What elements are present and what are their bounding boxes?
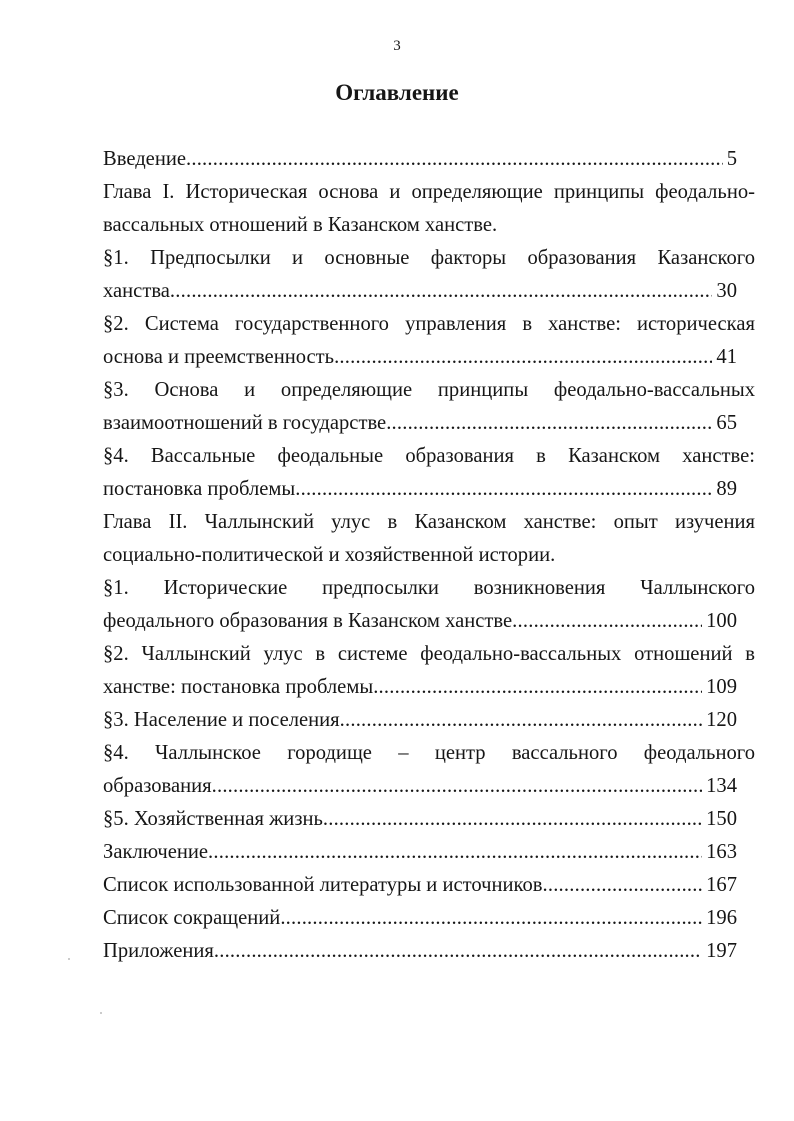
- toc-entry-page: 134: [706, 775, 737, 797]
- toc-entry-title: Введение: [103, 148, 187, 170]
- toc-chapter-2-line1[interactable]: Глава II. Чаллынский улус в Казанском ханстве: опыт изучения: [103, 511, 755, 533]
- toc-section-1-2-line2[interactable]: [103, 341, 737, 374]
- toc-chapter-2-line2[interactable]: [103, 539, 755, 572]
- dot-leader: [334, 341, 712, 374]
- toc-chapter-1-line1[interactable]: Глава I. Историческая основа и определяющие принципы феодально-: [103, 181, 755, 203]
- toc-entry-page: 197: [706, 940, 737, 962]
- dot-leader: [543, 869, 703, 902]
- dot-leader: [280, 902, 702, 935]
- dot-leader: [186, 143, 723, 176]
- toc-section-1-3-line1[interactable]: §3. Основа и определяющие принципы феодально-вассальных: [103, 379, 755, 401]
- toc-entry-title: основа и преемственность: [103, 346, 335, 368]
- toc-entry-title: постановка проблемы: [103, 478, 296, 500]
- toc-chapter-1-line2[interactable]: [103, 209, 755, 242]
- toc-entry-title: Приложения: [103, 940, 214, 962]
- scan-speck: [68, 958, 70, 960]
- dot-leader: [295, 473, 712, 506]
- toc-entry-title: Список сокращений: [103, 907, 281, 929]
- toc-entry-page: 41: [716, 346, 737, 368]
- table-of-contents: [103, 143, 755, 968]
- toc-entry-title: Заключение: [103, 841, 209, 863]
- toc-entry-title: вассальных отношений в Казанском ханстве.: [103, 214, 498, 236]
- toc-section-2-4-line2[interactable]: [103, 770, 737, 803]
- toc-section-2-1-line1[interactable]: §1. Исторические предпосылки возникновения Чаллынского: [103, 577, 755, 599]
- toc-entry-page: 65: [716, 412, 737, 434]
- toc-section-2-2-line1[interactable]: §2. Чаллынский улус в системе феодально-вассальных отношений в: [103, 643, 755, 665]
- toc-section-1-2-line1[interactable]: §2. Система государственного управления в ханстве: историческая: [103, 313, 755, 335]
- toc-entry-bibliography[interactable]: [103, 869, 737, 902]
- toc-entry-page: 163: [706, 841, 737, 863]
- page-number: 3: [393, 38, 401, 54]
- toc-entry-page: 30: [716, 280, 737, 302]
- toc-entry-introduction[interactable]: [103, 143, 737, 176]
- page-title: Оглавление: [335, 80, 459, 105]
- toc-section-1-4-line2[interactable]: [103, 473, 737, 506]
- toc-entry-page: 167: [706, 874, 737, 896]
- toc-entry-title: ханстве: постановка проблемы: [103, 676, 374, 698]
- toc-section-2-2-line2[interactable]: [103, 671, 737, 704]
- toc-section-1-3-line2[interactable]: [103, 407, 737, 440]
- toc-entry-title: ханства: [103, 280, 170, 302]
- toc-entry-page: 100: [706, 610, 737, 632]
- toc-section-2-1-line2[interactable]: [103, 605, 737, 638]
- dot-leader: [373, 671, 702, 704]
- toc-entry-title: социально-политической и хозяйственной истории.: [103, 544, 556, 566]
- dot-leader: [214, 935, 702, 968]
- toc-entry-page: 5: [726, 148, 737, 170]
- toc-entry-conclusion[interactable]: [103, 836, 737, 869]
- toc-entry-title: §3. Население и поселения: [103, 709, 340, 731]
- toc-section-2-3[interactable]: [103, 704, 737, 737]
- toc-entry-title: Список использованной литературы и источников: [103, 874, 543, 896]
- toc-section-2-5[interactable]: [103, 803, 737, 836]
- toc-entry-page: 89: [716, 478, 737, 500]
- dot-leader: [212, 770, 702, 803]
- toc-entry-page: 120: [706, 709, 737, 731]
- toc-entry-title: §5. Хозяйственная жизнь: [103, 808, 323, 830]
- toc-section-1-1-line2[interactable]: [103, 275, 737, 308]
- toc-section-1-1-line1[interactable]: §1. Предпосылки и основные факторы образования Казанского: [103, 247, 755, 269]
- toc-entry-appendices[interactable]: [103, 935, 737, 968]
- dot-leader: [170, 275, 712, 308]
- dot-leader: [512, 605, 702, 638]
- toc-section-1-4-line1[interactable]: §4. Вассальные феодальные образования в Казанском ханстве:: [103, 445, 755, 467]
- toc-entry-title: взаимоотношений в государстве: [103, 412, 387, 434]
- toc-entry-title: феодального образования в Казанском ханстве: [103, 610, 513, 632]
- toc-entry-page: 109: [706, 676, 737, 698]
- toc-entry-abbreviations[interactable]: [103, 902, 737, 935]
- dot-leader: [386, 407, 712, 440]
- dot-leader: [340, 704, 702, 737]
- dot-leader: [323, 803, 702, 836]
- scan-speck: [100, 1012, 102, 1014]
- toc-entry-page: 196: [706, 907, 737, 929]
- toc-section-2-4-line1[interactable]: §4. Чаллынское городище – центр вассального феодального: [103, 742, 755, 764]
- dot-leader: [208, 836, 702, 869]
- toc-entry-title: образования: [103, 775, 212, 797]
- toc-entry-page: 150: [706, 808, 737, 830]
